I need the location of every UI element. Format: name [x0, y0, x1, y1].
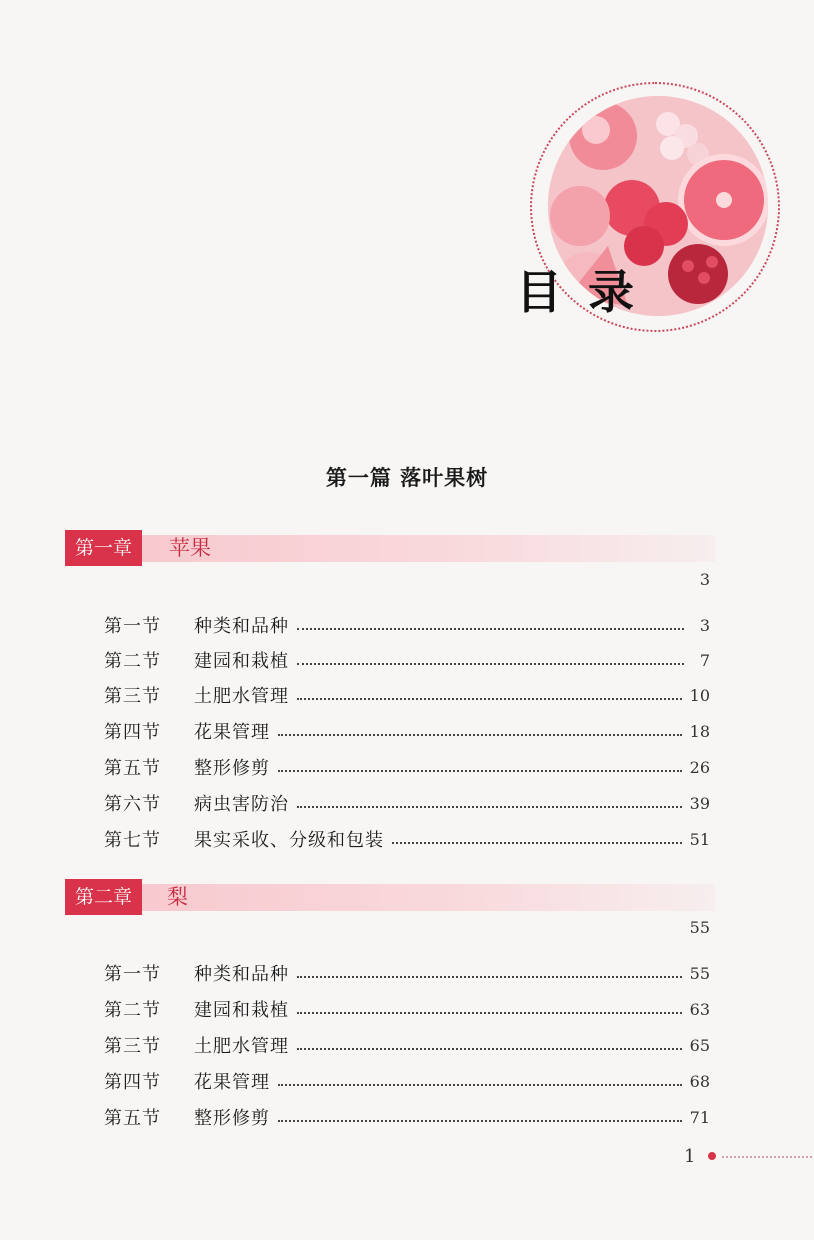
section-number: 第二节 — [104, 651, 161, 672]
section-page: 26 — [689, 757, 710, 777]
section-page: 7 — [699, 650, 710, 670]
leader-dots — [278, 1120, 682, 1122]
section-number: 第四节 — [104, 722, 161, 743]
section-page: 55 — [689, 963, 710, 983]
section-title: 建园和栽植 — [194, 1000, 289, 1021]
section-number: 第一节 — [104, 964, 161, 985]
section-title: 花果管理 — [194, 722, 270, 743]
section-title: 花果管理 — [194, 1072, 270, 1093]
toc-entry[interactable] — [104, 610, 710, 640]
leader-dots — [297, 976, 682, 978]
chapter-name: 梨 — [167, 885, 188, 909]
toc-entry[interactable] — [104, 824, 710, 854]
page-number: 1 — [684, 1146, 696, 1167]
section-title: 种类和品种 — [194, 616, 289, 637]
section-title: 果实采收、分级和包装 — [194, 830, 384, 851]
section-number: 第二节 — [104, 1000, 161, 1021]
section-page: 3 — [699, 615, 710, 635]
leader-dots — [278, 1084, 682, 1086]
toc-entry[interactable] — [104, 645, 710, 675]
toc-entry[interactable] — [104, 1030, 710, 1060]
footer-divider — [722, 1156, 812, 1158]
chapter-header — [65, 879, 715, 915]
section-page: 39 — [689, 793, 710, 813]
section-title: 土肥水管理 — [194, 686, 289, 707]
section-page: 51 — [689, 829, 710, 849]
section-number: 第七节 — [104, 830, 161, 851]
section-number: 第六节 — [104, 794, 161, 815]
section-number: 第五节 — [104, 1108, 161, 1129]
toc-entry[interactable] — [104, 788, 710, 818]
leader-dots — [297, 663, 684, 665]
leader-dots — [297, 628, 684, 630]
section-title: 建园和栽植 — [194, 651, 289, 672]
footer-dot-icon — [708, 1152, 716, 1160]
leader-dots — [297, 698, 682, 700]
chapter-band — [65, 535, 715, 562]
section-number: 第四节 — [104, 1072, 161, 1093]
toc-entry[interactable] — [104, 1102, 710, 1132]
chapter-name: 苹果 — [169, 536, 211, 560]
section-title: 种类和品种 — [194, 964, 289, 985]
chapter-page: 3 — [699, 570, 710, 589]
section-number: 第五节 — [104, 758, 161, 779]
toc-entry[interactable] — [104, 680, 710, 710]
leader-dots — [278, 734, 682, 736]
chapter-page: 55 — [689, 918, 710, 937]
section-page: 10 — [689, 685, 710, 705]
section-number: 第三节 — [104, 686, 161, 707]
leader-dots — [297, 806, 682, 808]
section-page: 68 — [689, 1071, 710, 1091]
section-number: 第三节 — [104, 1036, 161, 1057]
toc-entry[interactable] — [104, 958, 710, 988]
chapter-tag: 第一章 — [65, 530, 142, 566]
section-title: 土肥水管理 — [194, 1036, 289, 1057]
toc-entry[interactable] — [104, 994, 710, 1024]
leader-dots — [392, 842, 682, 844]
section-page: 63 — [689, 999, 710, 1019]
chapter-tag: 第二章 — [65, 879, 142, 915]
section-title: 整形修剪 — [194, 1108, 270, 1129]
page-title: 目录 — [516, 265, 660, 319]
section-page: 65 — [689, 1035, 710, 1055]
section-page: 18 — [689, 721, 710, 741]
toc-entry[interactable] — [104, 752, 710, 782]
chapter-header — [65, 530, 715, 566]
toc-entry[interactable] — [104, 1066, 710, 1096]
section-page: 71 — [689, 1107, 710, 1127]
leader-dots — [297, 1048, 682, 1050]
leader-dots — [278, 770, 682, 772]
part-title: 第一篇 落叶果树 — [325, 465, 489, 490]
section-title: 病虫害防治 — [194, 794, 289, 815]
leader-dots — [297, 1012, 682, 1014]
section-title: 整形修剪 — [194, 758, 270, 779]
chapter-band — [65, 884, 715, 911]
section-number: 第一节 — [104, 616, 161, 637]
toc-entry[interactable] — [104, 716, 710, 746]
